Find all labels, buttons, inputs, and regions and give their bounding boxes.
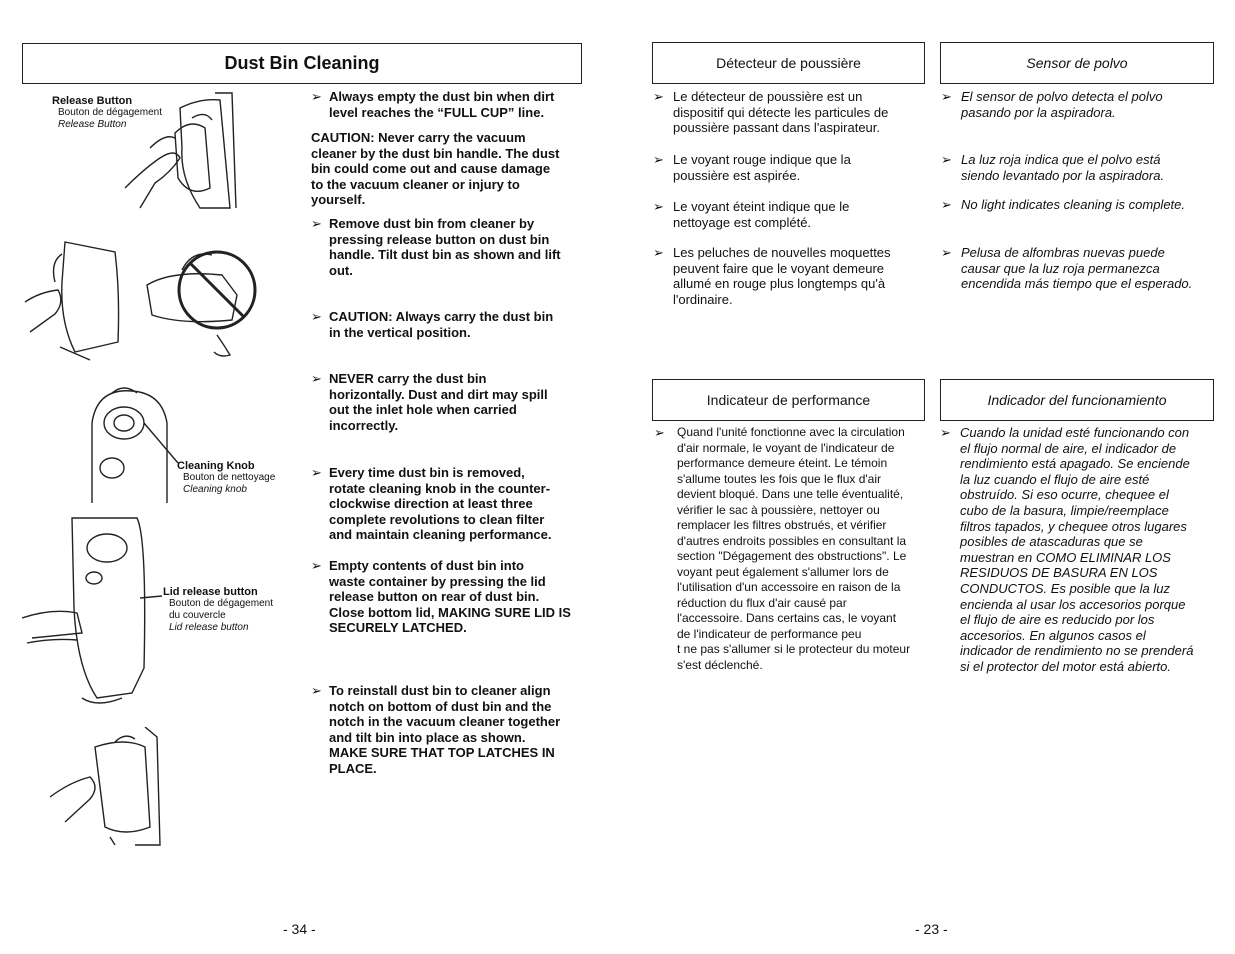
bullet-arrow: ➢ [653, 89, 664, 104]
instruction-line: to the vacuum cleaner or injury to [311, 176, 520, 192]
release-label-es: Release Button [58, 119, 127, 130]
perf-line: filtros tapados, y chequee otros lugares [960, 518, 1187, 534]
instruction-line: horizontally. Dust and dirt may spill [329, 386, 548, 402]
instruction-line: Remove dust bin from cleaner by [329, 216, 535, 231]
item-line: Le détecteur de poussière est un [673, 89, 863, 104]
fr-perf-title: Indicateur de performance [706, 392, 871, 408]
page-number-left: - 34 - [283, 921, 316, 937]
perf-line: section "Dégagement des obstructions". Le [677, 549, 907, 563]
bullet-arrow: ➢ [311, 309, 322, 324]
perf-line: Cuando la unidad esté funcionando con [960, 425, 1190, 440]
perf-line: la luz cuando el flujo de aire esté [960, 471, 1150, 487]
instruction-line: incorrectly. [329, 417, 399, 433]
instruction-line: CAUTION: Always carry the dust bin [329, 309, 554, 324]
perf-line: s'allume toutes les fois que le flux d'air [677, 471, 882, 486]
bullet-arrow: ➢ [311, 683, 322, 698]
instruction-line: Empty contents of dust bin into [329, 558, 524, 573]
item-line: causar que la luz roja permanezca [961, 260, 1160, 276]
knob-label-es: Cleaning knob [183, 484, 247, 495]
do-not-carry-horizontal-illustration [142, 240, 262, 360]
perf-line: el flujo normal de aire, el indicador de [960, 440, 1177, 456]
item-line: poussière passant dans l'aspirateur. [673, 120, 880, 136]
perf-line: posibles de atascaduras que se [960, 534, 1143, 550]
item-line: Le voyant éteint indique que le [673, 199, 850, 214]
instruction-line: out the inlet hole when carried [329, 402, 517, 418]
instruction-line: NEVER carry the dust bin [329, 371, 487, 386]
perf-line: indicador de rendimiento no se prenderá [960, 643, 1194, 659]
instruction-line: rotate cleaning knob in the counter- [329, 480, 551, 496]
item-line: poussière est aspirée. [673, 167, 801, 183]
release-button-label [52, 95, 162, 131]
perf-line: t ne pas s'allumer si le protecteur du moteur [677, 642, 911, 656]
item-line: La luz roja indica que el polvo está [961, 152, 1161, 167]
perf-line: obstruído. Si eso ocurre, chequee el [960, 487, 1169, 503]
fr-perf-text [677, 425, 910, 673]
perf-line: vérifier le sac à poussière, nettoyer ou [677, 502, 880, 517]
bullet-arrow: ➢ [653, 245, 664, 260]
lid-label-en: Lid release button [163, 586, 258, 598]
lid-release-illustration [22, 508, 162, 708]
reinstall-illustration [45, 727, 165, 847]
item-line: allumé en rouge plus longtemps qu'à [673, 276, 886, 292]
es-perf-title: Indicador del funcionamiento [987, 392, 1167, 408]
cleaning-knob-illustration [82, 383, 182, 503]
instruction-line: Always empty the dust bin when dirt [329, 89, 555, 104]
fr-sensor-title-box [652, 42, 925, 84]
perf-line: remplacer les filtres obstrués, et vérifier [677, 518, 887, 532]
bullet-arrow: ➢ [941, 152, 952, 167]
instruction-line: complete revolutions to clean filter [329, 511, 545, 527]
perf-line: si el protector del motor está abierto. [960, 658, 1171, 674]
instruction-line: pressing release button on dust bin [329, 231, 550, 247]
page-number-right: - 23 - [915, 921, 948, 937]
perf-line: RESIDUOS DE BASURA EN LOS [960, 565, 1158, 581]
instruction-line: level reaches the “FULL CUP” line. [329, 104, 545, 120]
perf-line: accesorios. En algunos casos el [960, 627, 1146, 643]
section-title: Dust Bin Cleaning [224, 53, 380, 73]
perf-line: l'accessoire. Dans certains cas, le voyant [677, 611, 897, 625]
instruction-line: and maintain cleaning performance. [329, 527, 552, 543]
bullet-arrow: ➢ [653, 152, 664, 167]
es-perf-title-box [940, 379, 1214, 421]
bullet-arrow: ➢ [311, 89, 322, 104]
item-line: dispositif qui détecte les particules de [673, 104, 889, 120]
instruction-line: PLACE. [329, 760, 377, 776]
fr-sensor-title: Détecteur de poussière [716, 55, 861, 71]
instruction-line: and tilt bin into place as shown. [329, 729, 526, 745]
es-sensor-title-box [940, 42, 1214, 84]
instruction-line: bin could come out and cause damage [311, 161, 551, 177]
perf-line: CONDUCTOS. Es posible que la luz [960, 580, 1171, 596]
perf-line: voyant peut également s'allumer lors de [677, 564, 889, 579]
bullet-arrow: ➢ [311, 465, 322, 480]
item-line: Le voyant rouge indique que la [673, 152, 851, 167]
carry-vertical-illustration [20, 232, 130, 362]
instruction-line: out. [329, 262, 353, 278]
bullet-arrow: ➢ [941, 245, 952, 260]
bullet-arrow: ➢ [941, 89, 952, 104]
es-sensor-title: Sensor de polvo [1026, 55, 1128, 71]
perf-line: d'air normale, le voyant de l'indicateur de [677, 440, 895, 455]
knob-label-fr: Bouton de nettoyage [183, 472, 276, 483]
perf-line: s'est déclenché. [677, 657, 763, 672]
item-line: El sensor de polvo detecta el polvo [961, 89, 1163, 104]
cleaning-knob-label [177, 460, 275, 496]
instruction-line: in the vertical position. [329, 324, 471, 340]
instruction-line: To reinstall dust bin to cleaner align [329, 683, 551, 698]
instruction-line: cleaner by the dust bin handle. The dust [311, 145, 560, 161]
perf-line: l'utilisation d'un accessoire en raison de la [677, 580, 901, 594]
perf-line: réduction du flux d'air causé par [677, 595, 847, 610]
perf-line: de l'indicateur de performance peu [677, 626, 862, 641]
item-line: No light indicates cleaning is complete. [961, 197, 1186, 212]
item-line: nettoyage est complété. [673, 214, 812, 230]
instruction-line: notch in the vacuum cleaner together [329, 714, 561, 730]
perf-line: devient bloqué. Dans une telle éventualité, [677, 487, 904, 501]
perf-line: muestran en COMO ELIMINAR LOS [960, 549, 1171, 565]
instruction-line: CAUTION: Never carry the vacuum [311, 130, 526, 145]
item-line: peuvent faire que le voyant demeure [673, 260, 885, 276]
section-title-box [22, 43, 582, 84]
fr-perf-title-box [652, 379, 925, 421]
es-perf-text [960, 425, 1193, 675]
perf-line: Quand l'unité fonctionne avec la circulation [677, 425, 905, 439]
release-label-en: Release Button [52, 95, 133, 107]
lid-label-fr1: Bouton de dégagement [169, 598, 273, 609]
bullet-arrow: ➢ [311, 216, 322, 231]
instruction-line: handle. Tilt dust bin as shown and lift [329, 247, 561, 263]
bullet-arrow: ➢ [311, 371, 322, 386]
perf-line: encienda al usar los accesorios porque [960, 596, 1186, 612]
instruction-line: release button on rear of dust bin. [329, 589, 540, 605]
item-line: Les peluches de nouvelles moquettes [673, 245, 891, 260]
perf-line: cubo de la basura, limpie/reemplace [960, 502, 1169, 518]
item-line: siendo levantado por la aspiradora. [961, 167, 1165, 183]
instruction-line: SECURELY LATCHED. [329, 620, 467, 636]
instruction-line: Every time dust bin is removed, [329, 465, 525, 480]
item-line: l'ordinaire. [673, 291, 733, 307]
knob-label-en: Cleaning Knob [177, 460, 255, 472]
perf-line: rendimiento está apagado. Se enciende [960, 456, 1190, 472]
instruction-line: Close bottom lid, MAKING SURE LID IS [329, 604, 571, 620]
bullet-arrow: ➢ [311, 558, 322, 573]
fr-perf-bullet: ➢ [654, 425, 665, 440]
instruction-line: clockwise direction at least three [329, 496, 533, 512]
item-line: encendida más tiempo que el esperado. [961, 276, 1193, 292]
instruction-line: waste container by pressing the lid [329, 573, 546, 589]
lid-release-label [163, 586, 273, 634]
instruction-line: MAKE SURE THAT TOP LATCHES IN [329, 745, 555, 761]
bullet-arrow: ➢ [653, 199, 664, 214]
item-line: Pelusa de alfombras nuevas puede [961, 245, 1165, 260]
perf-line: el flujo de aire es reducido por los [960, 612, 1155, 628]
lid-label-fr2: du couvercle [169, 610, 226, 621]
instruction-line: notch on bottom of dust bin and the [329, 698, 552, 714]
lid-label-es: Lid release button [169, 622, 249, 633]
release-label-fr: Bouton de dégagement [58, 107, 162, 118]
perf-line: d'autres endroits possibles en consultant la [677, 533, 907, 548]
item-line: pasando por la aspiradora. [961, 104, 1116, 120]
bullet-arrow: ➢ [941, 197, 952, 212]
es-perf-bullet: ➢ [940, 425, 951, 440]
instruction-line: yourself. [311, 192, 366, 208]
perf-line: performance demeure éteint. Le témoin [677, 456, 888, 470]
